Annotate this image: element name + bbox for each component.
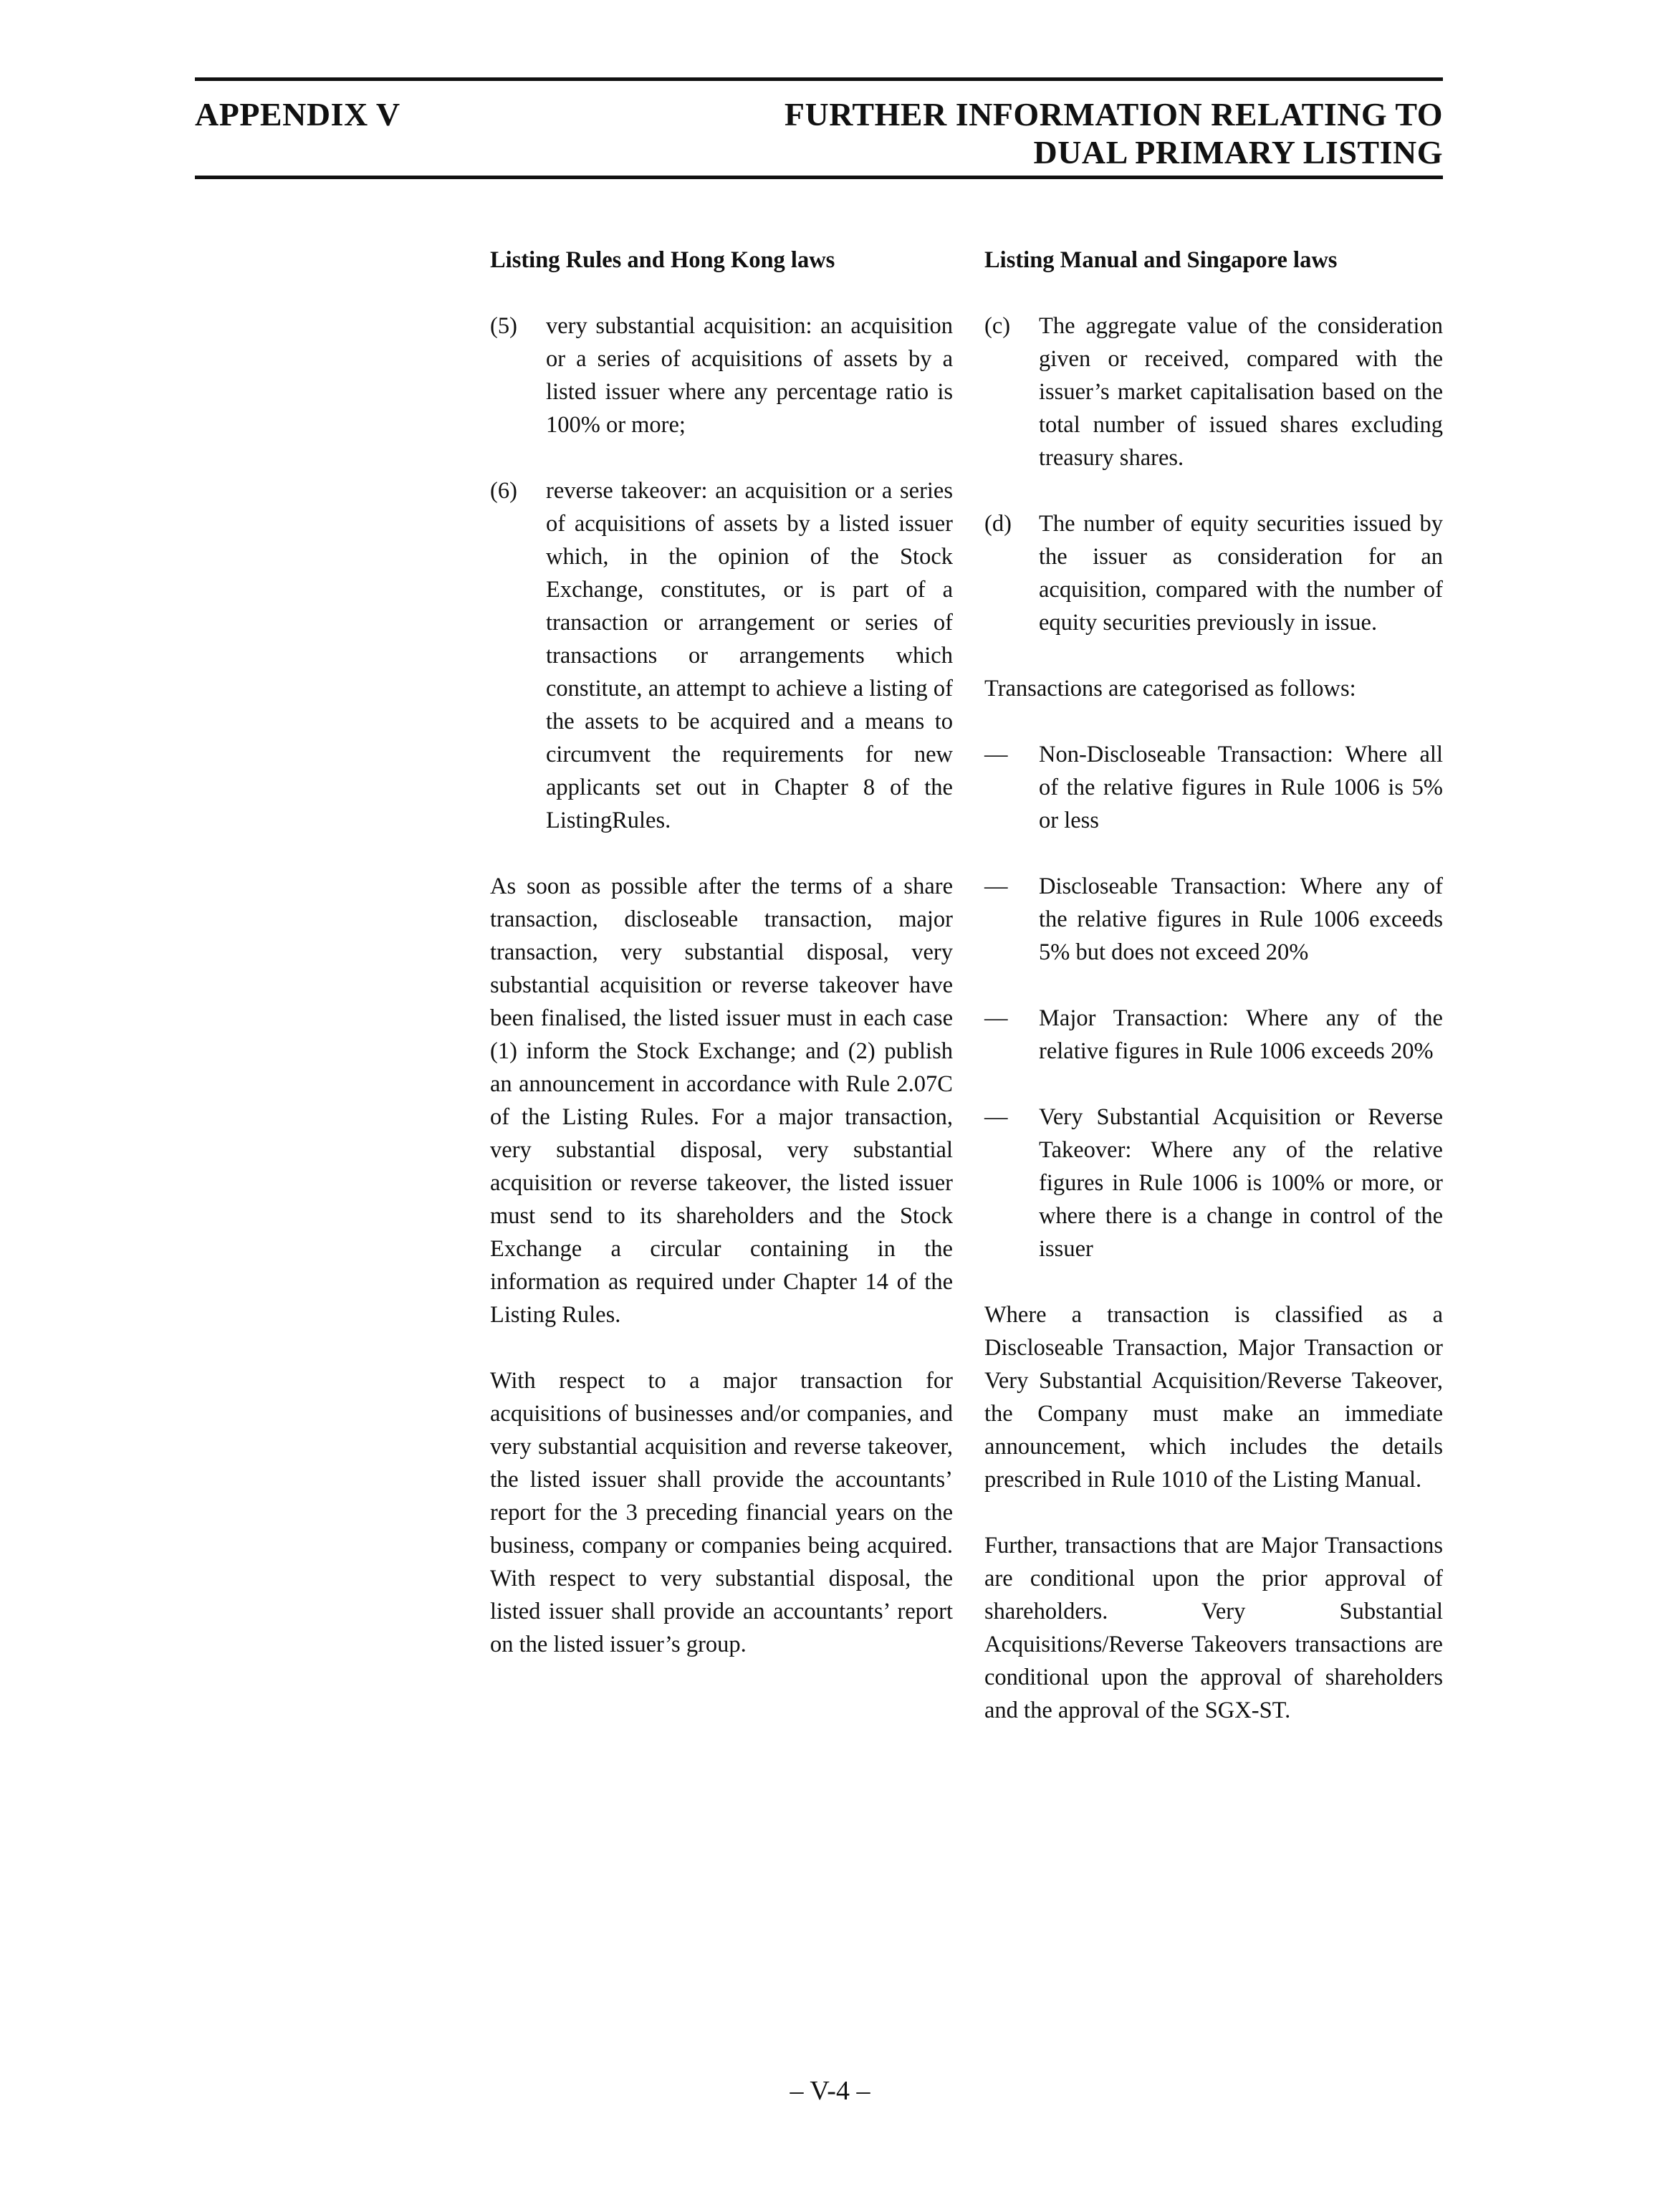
em-dash-bullet: — xyxy=(984,1104,1008,1130)
item-text: Discloseable Transaction: Where any of the relative figures in Rule 1006 exceeds 5% but does not exceed 20% xyxy=(1039,873,1443,965)
body-paragraph: With respect to a major transaction for acquisitions of businesses and/or companies, and very substantial acquisition and reverse takeover, the listed issuer shall provide the accountants’ report for the 3 preceding financial years on the business, company or companies being acquired. With respect to very substantial disposal, the listed issuer shall provide an accountants’ report on the listed issuer’s group. xyxy=(490,1368,953,1657)
body-paragraph: Further, transactions that are Major Transactions are conditional upon the prior approval of shareholders. Very Substantial Acquisitions/Reverse Takeovers transactions are conditional upon the approval of shareholders and the approval of the SGX-ST. xyxy=(984,1533,1443,1723)
item-text: Very Substantial Acquisition or Reverse Takeover: Where any of the relative figures in Rule 1006 is 100% or more, or where there is a change in control of the issuer xyxy=(1039,1104,1443,1262)
left-column-heading: Listing Rules and Hong Kong laws xyxy=(490,247,835,273)
item-number: (6) xyxy=(490,478,517,504)
em-dash-bullet: — xyxy=(984,1005,1008,1031)
dash-list-item xyxy=(984,1002,1443,1068)
appendix-label: APPENDIX V xyxy=(195,96,400,133)
header-bottom-rule xyxy=(195,176,1443,179)
item-text: Major Transaction: Where any of the relative figures in Rule 1006 exceeds 20% xyxy=(1039,1005,1443,1064)
item-number: (5) xyxy=(490,313,517,339)
header-top-rule xyxy=(195,77,1443,81)
list-item xyxy=(984,507,1443,639)
em-dash-bullet: — xyxy=(984,873,1008,899)
right-column xyxy=(984,244,1443,1760)
item-number: (c) xyxy=(984,313,1011,339)
appendix-title-line-2: DUAL PRIMARY LISTING xyxy=(1033,134,1443,171)
item-text: reverse takeover: an acquisition or a series of acquisitions of assets by a listed issuer which, in the opinion of the Stock Exchange, constitutes, or is part of a transaction or arrangement or series of transactions or arrangements which constitute, an attempt to achieve a listing of the assets to be acquired and a means to circumvent the requirements for new applicants set out in Chapter 8 of the ListingRules. xyxy=(546,478,953,833)
body-paragraph: Transactions are categorised as follows: xyxy=(984,676,1356,702)
page-header xyxy=(195,92,1443,171)
right-column-heading: Listing Manual and Singapore laws xyxy=(984,247,1338,273)
page-number: – V-4 – xyxy=(790,2076,870,2106)
left-column xyxy=(490,244,953,1694)
item-text: The aggregate value of the consideration given or received, compared with the issuer’s market capitalisation based on the total number of issued shares excluding treasury shares. xyxy=(1039,313,1443,471)
item-text: very substantial acquisition: an acquisition or a series of acquisitions of assets by a listed issuer where any percentage ratio is 100% or more; xyxy=(546,313,953,438)
dash-list-item xyxy=(984,870,1443,969)
list-item xyxy=(490,310,953,441)
list-item xyxy=(984,310,1443,474)
appendix-title-line-1: FURTHER INFORMATION RELATING TO xyxy=(784,96,1443,133)
em-dash-bullet: — xyxy=(984,742,1008,767)
item-text: Non-Discloseable Transaction: Where all of the relative figures in Rule 1006 is 5% or less xyxy=(1039,742,1443,833)
appendix-title xyxy=(785,95,1443,171)
dash-list-item xyxy=(984,738,1443,837)
item-text: The number of equity securities issued by the issuer as consideration for an acquisition, compared with the number of equity securities previously in issue. xyxy=(1039,511,1443,636)
list-item xyxy=(490,474,953,837)
body-paragraph: Where a transaction is classified as a Discloseable Transaction, Major Transaction or Very Substantial Acquisition/Reverse Takeover, the Company must make an immediate announcement, which includes the details prescribed in Rule 1010 of the Listing Manual. xyxy=(984,1302,1443,1493)
dash-list-item xyxy=(984,1101,1443,1265)
item-number: (d) xyxy=(984,511,1012,537)
body-paragraph: As soon as possible after the terms of a share transaction, discloseable transaction, major transaction, very substantial disposal, very substantial acquisition or reverse takeover have been finalised, the listed issuer must in each case (1) inform the Stock Exchange; and (2) publish an announcement in accordance with Rule 2.07C of the Listing Rules. For a major transaction, very substantial disposal, very substantial acquisition or reverse takeover, the listed issuer must send to its shareholders and the Stock Exchange a circular containing in the information as required under Chapter 14 of the Listing Rules. xyxy=(490,873,953,1328)
